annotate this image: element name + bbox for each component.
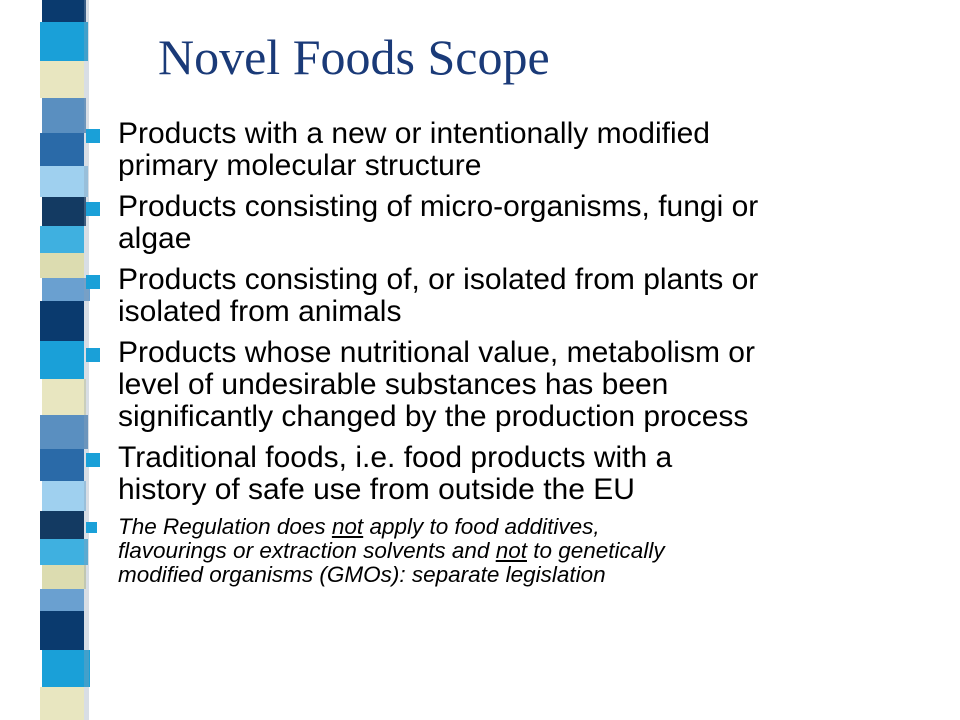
bar-stripe (40, 687, 84, 720)
note-underlined-text: not (331, 514, 364, 539)
bar-stripe (42, 565, 86, 589)
bar-left-whitespace (0, 0, 40, 720)
note-item (86, 515, 936, 587)
bullet-line: Traditional foods, i.e. food products with a (118, 441, 673, 474)
bar-stripe (42, 98, 86, 133)
bar-stripe (40, 341, 84, 379)
note-text: flavourings or extraction solvents and (118, 538, 496, 563)
bar-stripe (40, 61, 84, 98)
square-bullet-icon (86, 129, 100, 143)
bar-stripe (40, 226, 84, 253)
note-text: apply to food additives, (363, 514, 600, 539)
note-line (118, 515, 936, 539)
bar-stripe (42, 481, 86, 511)
note-text: to genetically (526, 538, 665, 563)
bullet-line: Products consisting of, or isolated from plants or (118, 263, 759, 296)
note-text: The Regulation does (118, 514, 332, 539)
bar-stripe (42, 197, 86, 226)
bar-stripe (42, 650, 90, 687)
bar-stripe (40, 253, 84, 278)
bar-stripe (40, 166, 88, 197)
square-bullet-icon (86, 453, 100, 467)
square-bullet-icon (86, 202, 100, 216)
bar-stripe (40, 301, 84, 341)
bullet-line: Products with a new or intentionally modified (118, 117, 710, 150)
bar-stripe (42, 379, 86, 415)
bullet-item (86, 337, 936, 433)
bullet-line: level of undesirable substances has been (118, 368, 669, 401)
square-bullet-icon (86, 348, 100, 362)
bullet-item (86, 264, 936, 328)
bullet-line: Products consisting of micro-organisms, fungi or (118, 190, 759, 223)
slide-title: Novel Foods Scope (158, 29, 550, 85)
bullet-line: isolated from animals (118, 295, 402, 328)
bar-stripe (40, 539, 88, 565)
square-bullet-icon (86, 522, 97, 533)
bullet-line: Products whose nutritional value, metabolism or (118, 336, 755, 369)
bar-stripe (40, 511, 84, 539)
bar-stripe (42, 278, 90, 301)
bullet-line: algae (118, 222, 192, 255)
bullet-item (86, 118, 936, 182)
bullet-item (86, 191, 936, 255)
note-line: modified organisms (GMOs): separate legislation (118, 562, 606, 587)
square-bullet-icon (86, 275, 100, 289)
bar-stripe (40, 611, 84, 650)
bullet-line: history of safe use from outside the EU (118, 473, 635, 506)
note-line (118, 539, 936, 563)
bullet-line: significantly changed by the production process (118, 400, 749, 433)
bar-stripe (40, 589, 84, 611)
note-underlined-text: not (495, 538, 527, 563)
bullet-list (86, 118, 936, 587)
bar-stripe (40, 415, 88, 449)
bullet-line: primary molecular structure (118, 149, 482, 182)
bar-stripe (42, 0, 86, 22)
bullet-item (86, 442, 936, 506)
bar-stripe (40, 133, 84, 166)
bar-stripe (40, 22, 88, 61)
bar-stripe (40, 449, 84, 481)
